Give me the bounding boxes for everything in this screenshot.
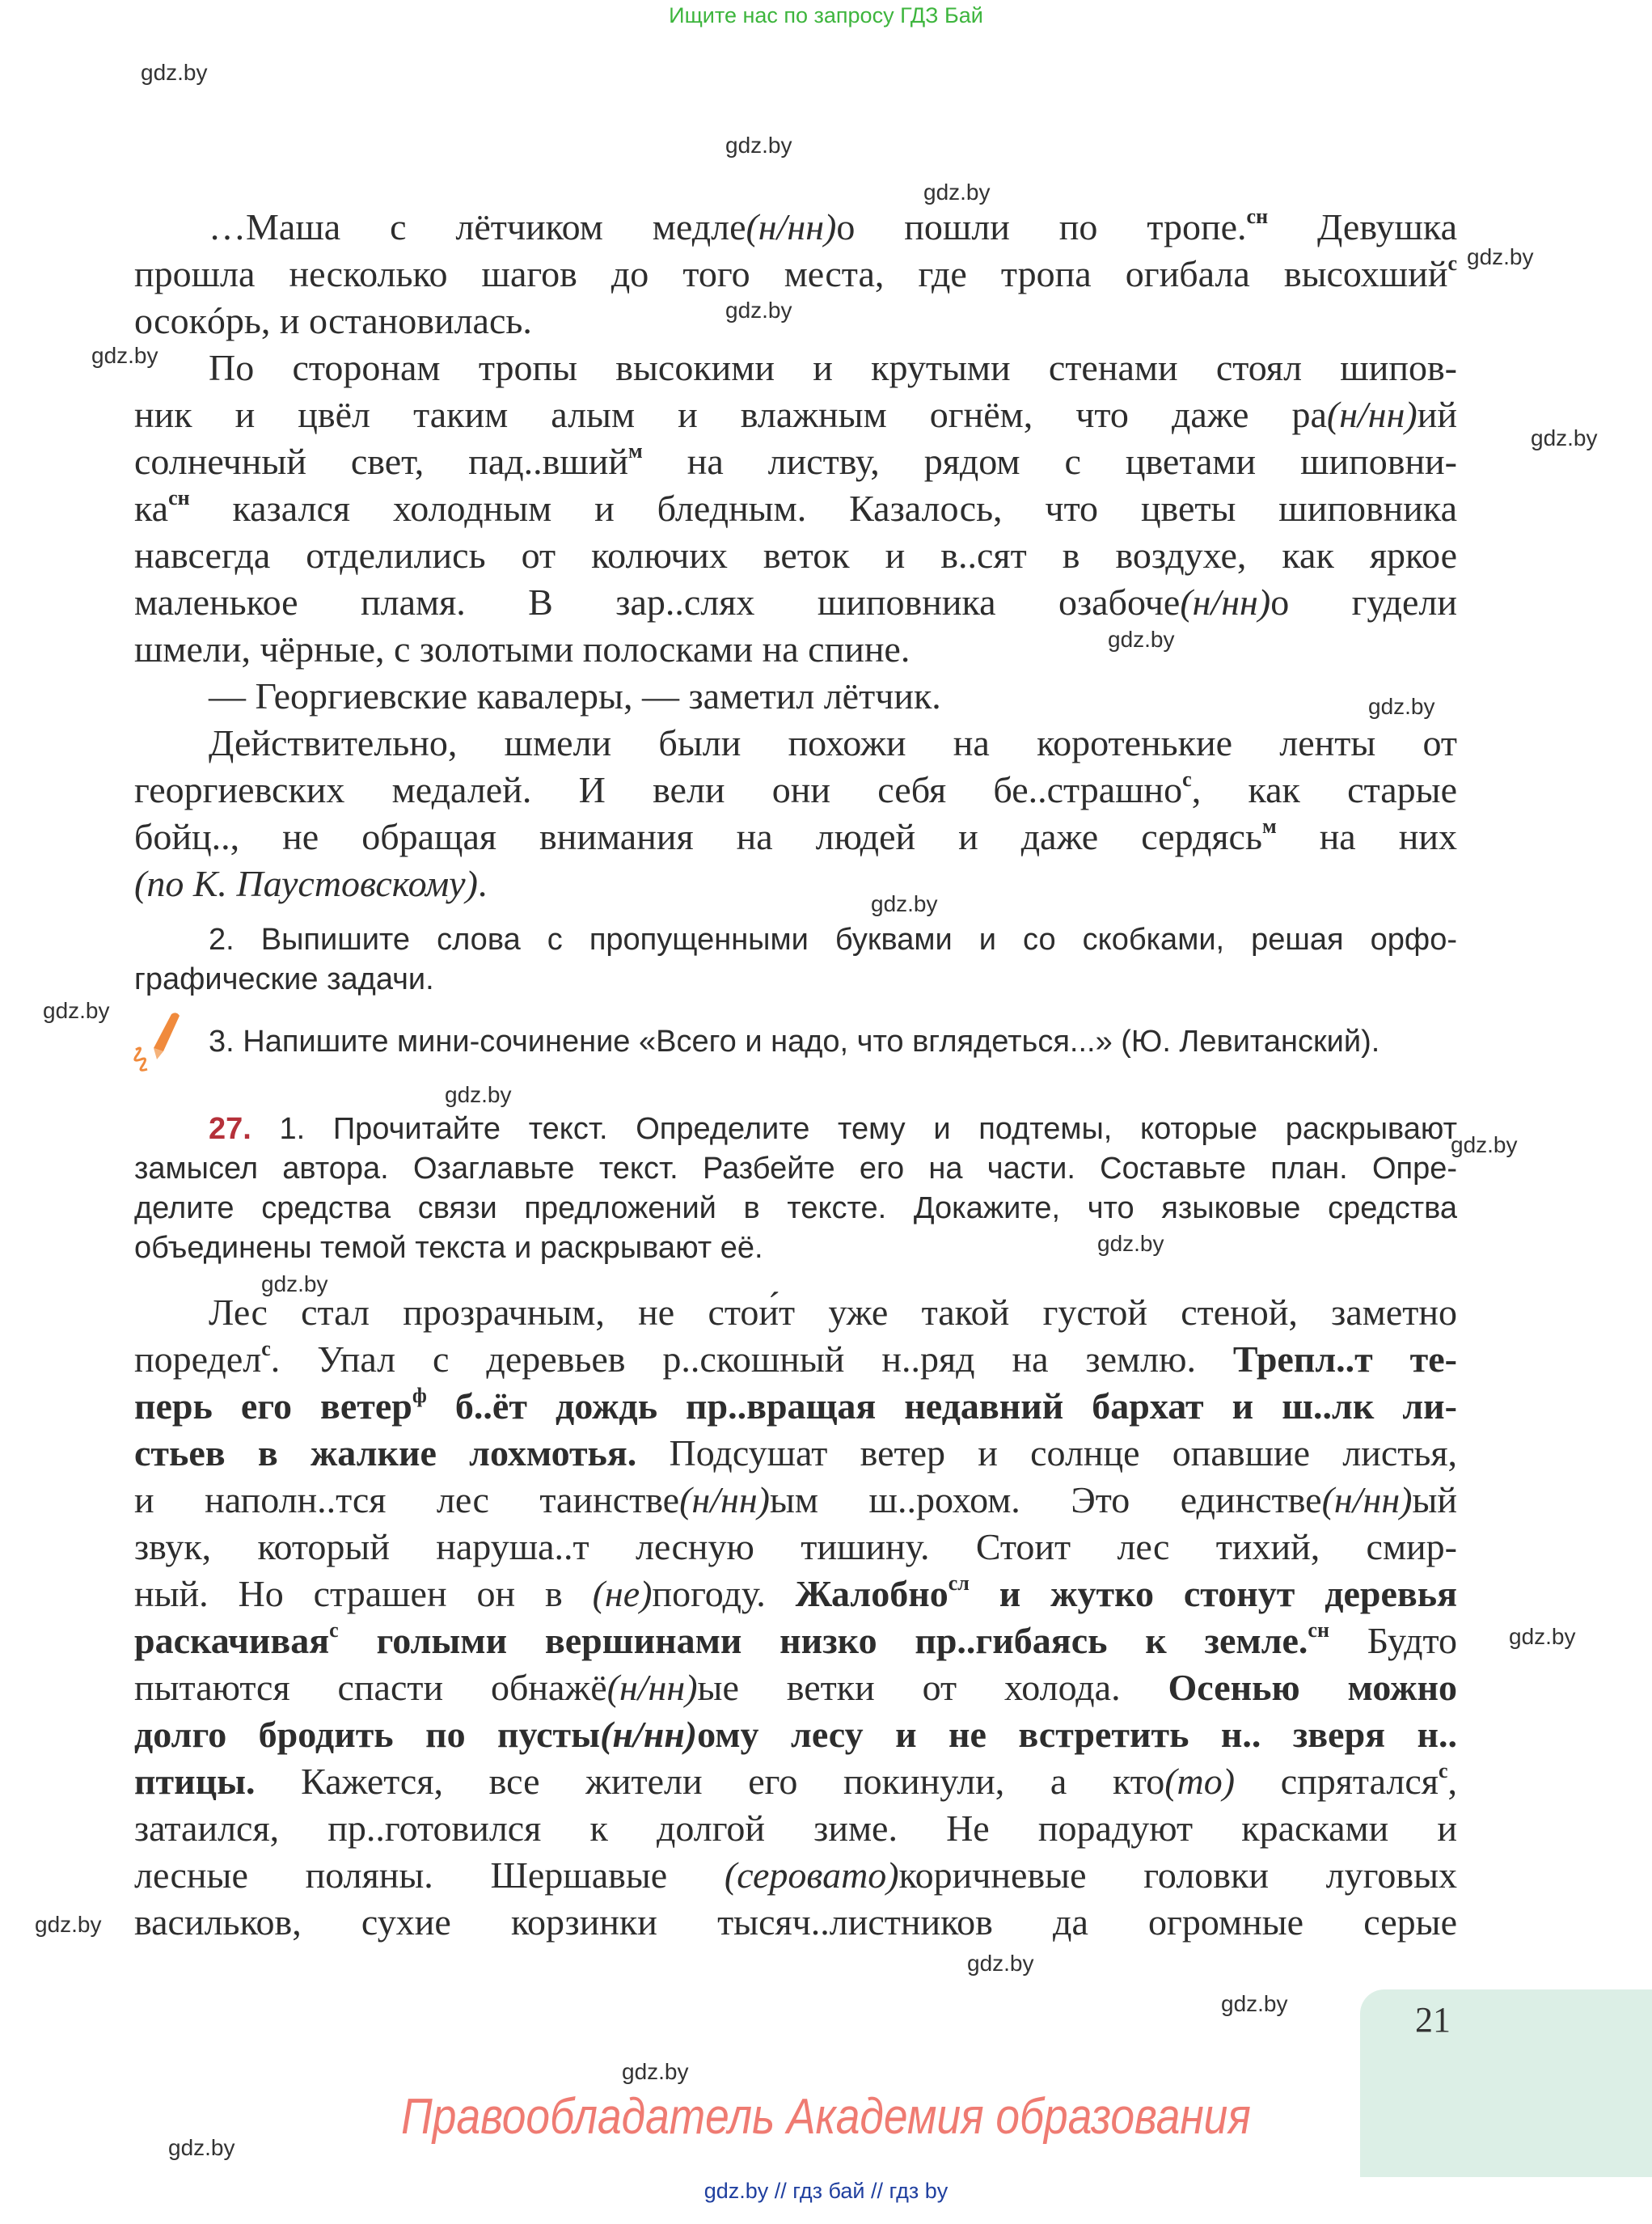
watermark: gdz.by (1467, 244, 1534, 269)
exercise-number: 27. (209, 1112, 251, 1146)
watermark: gdz.by (1451, 1132, 1518, 1157)
paragraph-2: По сторонам тропы высокими и крутыми стенами стоял шипов- ник и цвёл таким алым и влажным огнём, что даже ра(н/нн)ий солнечный свет, пад..вший$^м$ на листву, рядом с цветами шиповни- $ка^{сн}$ казался холодным и бледным. Казалось, что цветы шиповника навсегда отделились от колючих веток и в..сят в воздухе, как яркое маленькое пламя. В зар..слях шиповника озабоче(н/нн)о гудели шмели, чёрные, с золотыми полосками на спине. (134, 347, 1457, 670)
watermark: gdz.by (43, 998, 110, 1023)
bottom-links[interactable]: gdz.by // гдз бай // гдз by (703, 2179, 949, 2203)
copyright-notice: Правообладатель Академия образования (401, 2089, 1251, 2145)
watermark: gdz.by (168, 2135, 235, 2160)
paragraph-5: Лес стал прозрачным, не стои́т уже такой густой стеной, заметно поредел$^с$. Упал с деревьев р..скошный н..ряд на землю. Трепл..т те- перь его ветер$^ф$ б..ёт дождь пр..вращая недавний бархат и ш..лк ли- стьев в жалкие лохмотья. Подсушат ветер и солнце опавшие листья, и наполн..тся лес таинстве(н/нн)ым ш..рохом. Это единстве(н/нн)ый звук, который наруша..т лесную тишину. Стоит лес тихий, смир- ный. Но страшен он в (не)погоду. Жалобно$^{сл}$ и жутко стонут деревья раскачивая$^с$ голыми вершинами низко пр..гибаясь к земле.$^{сн}$ Будто пытаются спасти обнажё(н/нн)ые ветки от холода. Осенью можно долго бродить по пусты(н/нн)ому лесу и не встретить н.. зверя н.. птицы. Кажется, все жители его покинули, а кто(то) спрятался$^с$, затаился, пр..готовился к долгой зиме. Не порадуют красками и лесные поляны. Шершавые (серовато)коричневые головки луговых васильков, сухие корзинки тысяч..листников да огромные серые (134, 1292, 1457, 1943)
watermark: gdz.by (1221, 1991, 1288, 2016)
watermark: gdz.by (967, 1951, 1034, 1976)
watermark: gdz.by (725, 298, 792, 323)
watermark: gdz.by (141, 60, 208, 85)
watermark: gdz.by (35, 1912, 102, 1937)
watermark: gdz.by (1368, 694, 1435, 719)
watermark: gdz.by (1531, 425, 1598, 450)
watermark: gdz.by (1097, 1231, 1164, 1256)
watermark: gdz.by (622, 2059, 689, 2084)
paragraph-3: — Георгиевские кавалеры, — заметил лётчик. (209, 675, 941, 717)
watermark: gdz.by (445, 1082, 512, 1107)
watermark: gdz.by (923, 180, 991, 205)
watermark: gdz.by (871, 891, 938, 916)
paragraph-1: …Маша с лётчиком медле(н/нн)о пошли по тропе.$^{сн}$ Девушка прошла несколько шагов до того места, где тропа огибала высохший$^с$ осокóрь, и остановилась. (134, 205, 1457, 341)
task-3: 3. Напишите мини-сочинение «Всего и надо, что вглядеться...» (Ю. Левитанский). (209, 1025, 1380, 1059)
watermark: gdz.by (725, 133, 792, 158)
top-banner: Ищите нас по запросу ГДЗ Бай (669, 3, 983, 27)
watermark: gdz.by (1108, 627, 1175, 652)
task-2: 2. Выпишите слова с пропущенными буквами и со скобками, решая орфо- графические задачи. (134, 923, 1457, 996)
watermark: gdz.by (261, 1271, 328, 1296)
exercise-27: 27. 1. Прочитайте текст. Определите тему и подтемы, которые раскрывают замысел автора. Озаглавьте текст. Разбейте его на части. Составьте план. Опре- делите средства связи предложений в тексте. Докажите, что языковые средства объединены темой текста и раскрывают её. (134, 1112, 1458, 1265)
paragraph-4: Действительно, шмели были похожи на коротенькие ленты от георгиевских медалей. И вели они себя бе..страшно$^с$, как старые бойц.., не обращая внимания на людей и даже сердясь$^м$ на них (по К. Паустовскому). (134, 722, 1457, 904)
watermark: gdz.by (1509, 1624, 1576, 1649)
watermark: gdz.by (91, 343, 158, 368)
page-number: 21 (1415, 2000, 1451, 2040)
